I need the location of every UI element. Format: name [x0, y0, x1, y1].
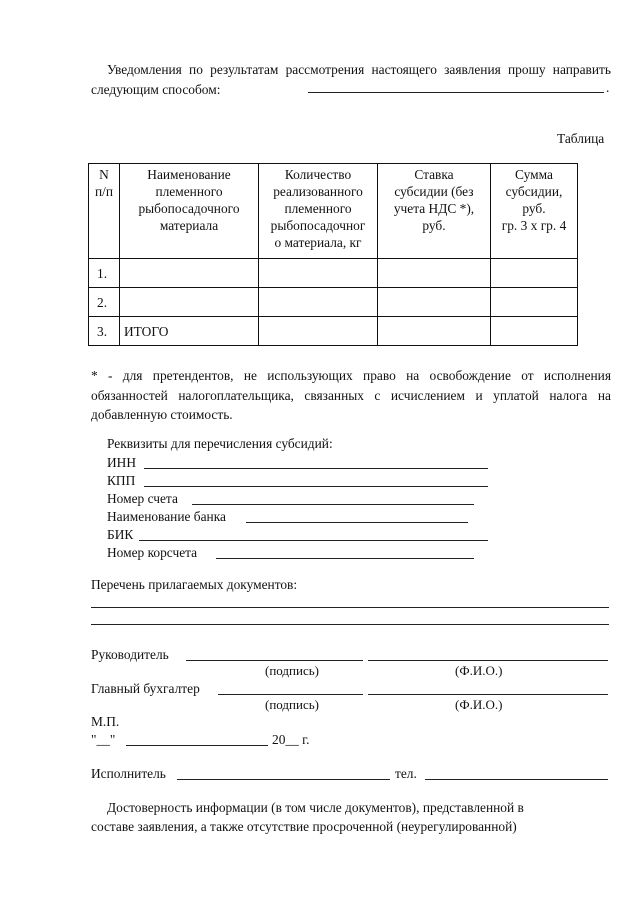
documents-title: Перечень прилагаемых документов: [91, 577, 298, 592]
corr-account-field[interactable] [216, 558, 474, 559]
executor-field[interactable] [177, 779, 390, 780]
row-sum[interactable] [491, 288, 578, 317]
closing-line-1: Достоверность информации (в том числе документов), представленной в [107, 800, 524, 815]
header-sum [491, 164, 578, 259]
row-sum[interactable] [491, 259, 578, 288]
closing-line-2: составе заявления, а также отсутствие просроченной (неурегулированной) [91, 819, 517, 834]
documents-line-2[interactable] [91, 624, 609, 625]
phone-field[interactable] [425, 779, 608, 780]
row-num: 2. [89, 288, 120, 317]
header-text: Сумма субсидии, руб. гр. 3 х гр. 4 [501, 167, 567, 233]
head-name-field[interactable] [368, 660, 608, 661]
executor-label: Исполнитель [91, 766, 166, 781]
header-name [120, 164, 259, 259]
row-quantity[interactable] [259, 317, 378, 346]
footnote: * - для претендентов, не использующих право на освобождение от исполнения обязанностей налогоплательщика, связанных с исчислением и уплатой налога на добавленную стоимость. [91, 368, 611, 422]
header-quantity [259, 164, 378, 259]
accountant-sign-field[interactable] [218, 694, 363, 695]
subsidy-table [88, 163, 578, 346]
bank-label: Наименование банка [107, 509, 226, 524]
bik-label: БИК [107, 527, 134, 542]
table-label: Таблица [557, 131, 605, 146]
header-num [89, 164, 120, 259]
kpp-label: КПП [107, 473, 136, 488]
row-sum[interactable] [491, 317, 578, 346]
date-day: "__" [91, 732, 116, 747]
row-name[interactable] [120, 288, 259, 317]
bik-field[interactable] [139, 540, 488, 541]
table-row [89, 317, 578, 346]
row-num: 3. [89, 317, 120, 346]
corr-account-label: Номер корсчета [107, 545, 198, 560]
table-row [89, 259, 578, 288]
row-rate[interactable] [378, 317, 491, 346]
stamp-label: М.П. [91, 714, 120, 729]
header-text: Количество реализованного племенного рыбопосадочног о материала, кг [270, 167, 366, 250]
documents-line-1[interactable] [91, 607, 609, 608]
header-text: Ставка субсидии (без учета НДС *), руб. [393, 167, 475, 233]
accountant-name-field[interactable] [368, 694, 608, 695]
row-name-total: ИТОГО [120, 317, 259, 346]
phone-label: тел. [395, 766, 417, 781]
date-year: 20__ г. [272, 732, 310, 747]
head-sign-caption: (подпись) [265, 663, 319, 678]
head-label: Руководитель [91, 647, 169, 662]
row-rate[interactable] [378, 288, 491, 317]
kpp-field[interactable] [144, 486, 488, 487]
notice-method-field[interactable] [308, 92, 604, 93]
date-month-field[interactable] [126, 745, 268, 746]
row-name[interactable] [120, 259, 259, 288]
header-rate [378, 164, 491, 259]
notice-text: Уведомления по результатам рассмотрения настоящего заявления прошу направить следующим способом: [91, 62, 611, 97]
head-name-caption: (Ф.И.О.) [455, 663, 503, 678]
inn-label: ИНН [107, 455, 137, 470]
row-num: 1. [89, 259, 120, 288]
account-field[interactable] [192, 504, 474, 505]
row-quantity[interactable] [259, 259, 378, 288]
notice-paragraph [91, 60, 611, 99]
header-text: Наименование племенного рыбопосадочного материала [138, 167, 240, 233]
chief-accountant-label: Главный бухгалтер [91, 681, 200, 696]
header-text: N п/п [94, 167, 114, 199]
accountant-name-caption: (Ф.И.О.) [455, 697, 503, 712]
bank-field[interactable] [246, 522, 468, 523]
table-header-row [89, 164, 578, 259]
table-row [89, 288, 578, 317]
inn-field[interactable] [144, 468, 488, 469]
accountant-sign-caption: (подпись) [265, 697, 319, 712]
row-rate[interactable] [378, 259, 491, 288]
account-label: Номер счета [107, 491, 178, 506]
notice-end: . [606, 80, 610, 95]
row-quantity[interactable] [259, 288, 378, 317]
head-sign-field[interactable] [186, 660, 363, 661]
requisites-title: Реквизиты для перечисления субсидий: [107, 436, 333, 451]
